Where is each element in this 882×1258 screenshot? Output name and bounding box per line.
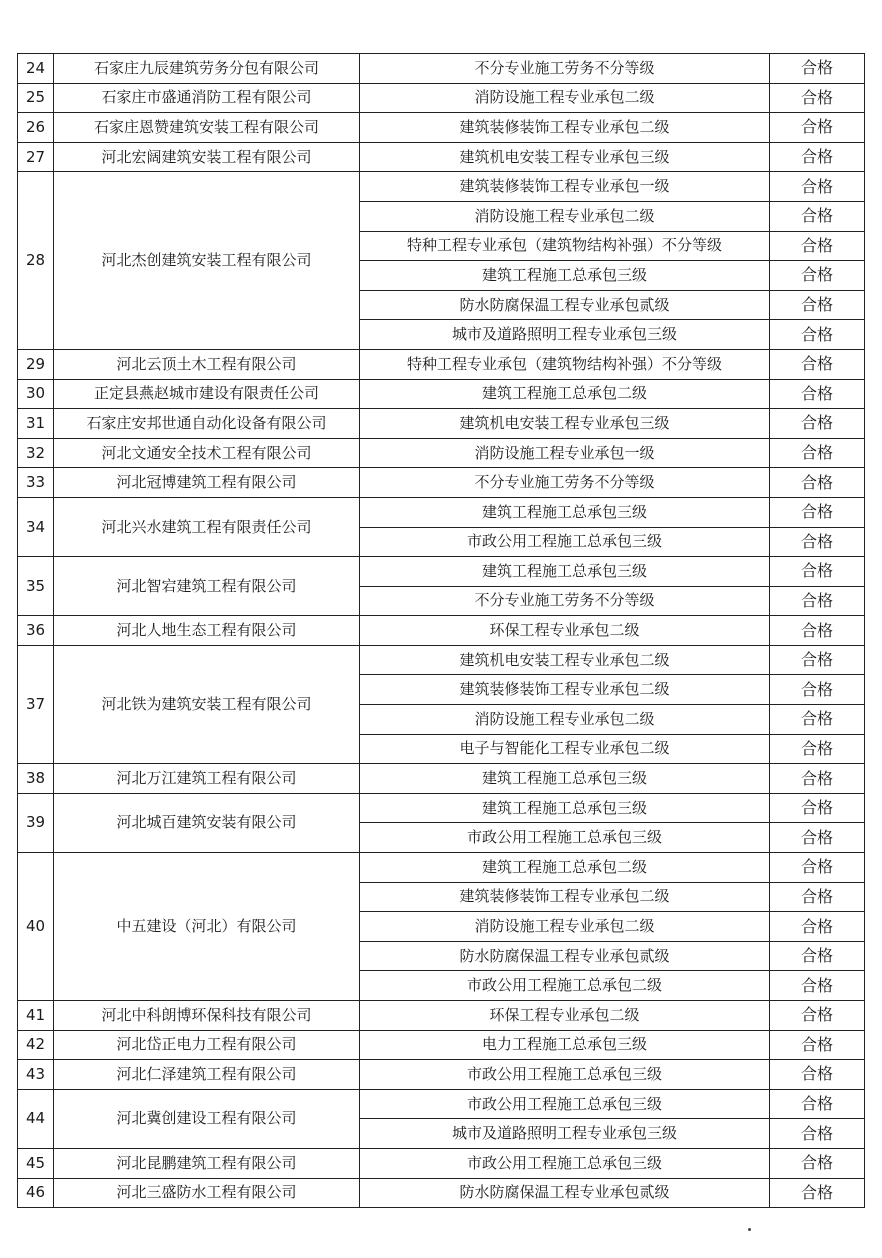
company-name: 河北智宕建筑工程有限公司 bbox=[54, 557, 360, 616]
qualification-name: 建筑装修装饰工程专业承包一级 bbox=[360, 172, 770, 202]
row-number: 38 bbox=[18, 764, 54, 794]
row-number: 30 bbox=[18, 379, 54, 409]
row-number: 31 bbox=[18, 409, 54, 439]
check-result: 合格 bbox=[770, 853, 865, 883]
row-number: 36 bbox=[18, 616, 54, 646]
company-name: 石家庄九辰建筑劳务分包有限公司 bbox=[54, 54, 360, 84]
qualification-name: 市政公用工程施工总承包三级 bbox=[360, 1089, 770, 1119]
qualification-name: 防水防腐保温工程专业承包贰级 bbox=[360, 1178, 770, 1208]
qualification-name: 环保工程专业承包二级 bbox=[360, 1001, 770, 1031]
qualification-name: 市政公用工程施工总承包三级 bbox=[360, 1060, 770, 1090]
qualification-name: 建筑装修装饰工程专业承包二级 bbox=[360, 675, 770, 705]
qualification-name: 电子与智能化工程专业承包二级 bbox=[360, 734, 770, 764]
company-name: 石家庄恩赞建筑安装工程有限公司 bbox=[54, 113, 360, 143]
check-result: 合格 bbox=[770, 379, 865, 409]
company-name: 河北昆鹏建筑工程有限公司 bbox=[54, 1148, 360, 1178]
table-row bbox=[18, 438, 865, 468]
table-row bbox=[18, 1060, 865, 1090]
table-row bbox=[18, 1030, 865, 1060]
qualification-table bbox=[17, 53, 865, 1208]
company-name: 河北冀创建设工程有限公司 bbox=[54, 1089, 360, 1148]
check-result: 合格 bbox=[770, 645, 865, 675]
check-result: 合格 bbox=[770, 823, 865, 853]
row-number: 37 bbox=[18, 645, 54, 763]
qualification-name: 建筑工程施工总承包三级 bbox=[360, 261, 770, 291]
company-name: 河北万江建筑工程有限公司 bbox=[54, 764, 360, 794]
qualification-name: 市政公用工程施工总承包三级 bbox=[360, 1148, 770, 1178]
check-result: 合格 bbox=[770, 113, 865, 143]
qualification-name: 电力工程施工总承包三级 bbox=[360, 1030, 770, 1060]
company-name: 河北仁泽建筑工程有限公司 bbox=[54, 1060, 360, 1090]
qualification-name: 消防设施工程专业承包二级 bbox=[360, 912, 770, 942]
table-row bbox=[18, 83, 865, 113]
table-row bbox=[18, 349, 865, 379]
company-name: 河北三盛防水工程有限公司 bbox=[54, 1178, 360, 1208]
check-result: 合格 bbox=[770, 912, 865, 942]
table-row bbox=[18, 379, 865, 409]
qualification-name: 建筑工程施工总承包三级 bbox=[360, 557, 770, 587]
row-number: 25 bbox=[18, 83, 54, 113]
qualification-name: 建筑机电安装工程专业承包三级 bbox=[360, 142, 770, 172]
check-result: 合格 bbox=[770, 349, 865, 379]
check-result: 合格 bbox=[770, 172, 865, 202]
check-result: 合格 bbox=[770, 705, 865, 735]
check-result: 合格 bbox=[770, 409, 865, 439]
row-number: 40 bbox=[18, 853, 54, 1001]
check-result: 合格 bbox=[770, 261, 865, 291]
qualification-name: 城市及道路照明工程专业承包三级 bbox=[360, 1119, 770, 1149]
company-name: 中五建设（河北）有限公司 bbox=[54, 853, 360, 1001]
check-result: 合格 bbox=[770, 616, 865, 646]
qualification-name: 消防设施工程专业承包二级 bbox=[360, 201, 770, 231]
qualification-name: 不分专业施工劳务不分等级 bbox=[360, 468, 770, 498]
row-number: 28 bbox=[18, 172, 54, 350]
company-name: 河北岱正电力工程有限公司 bbox=[54, 1030, 360, 1060]
table-row bbox=[18, 1089, 865, 1119]
company-name: 河北城百建筑安装有限公司 bbox=[54, 793, 360, 852]
check-result: 合格 bbox=[770, 557, 865, 587]
qualification-name: 环保工程专业承包二级 bbox=[360, 616, 770, 646]
company-name: 正定县燕赵城市建设有限责任公司 bbox=[54, 379, 360, 409]
table-row bbox=[18, 616, 865, 646]
table-row bbox=[18, 793, 865, 823]
qualification-name: 不分专业施工劳务不分等级 bbox=[360, 54, 770, 84]
row-number: 46 bbox=[18, 1178, 54, 1208]
qualification-name: 不分专业施工劳务不分等级 bbox=[360, 586, 770, 616]
table-row bbox=[18, 142, 865, 172]
qualification-name: 建筑工程施工总承包三级 bbox=[360, 764, 770, 794]
check-result: 合格 bbox=[770, 1030, 865, 1060]
row-number: 35 bbox=[18, 557, 54, 616]
check-result: 合格 bbox=[770, 54, 865, 84]
table-body bbox=[18, 54, 865, 1208]
check-result: 合格 bbox=[770, 290, 865, 320]
check-result: 合格 bbox=[770, 971, 865, 1001]
row-number: 34 bbox=[18, 497, 54, 556]
check-result: 合格 bbox=[770, 764, 865, 794]
row-number: 26 bbox=[18, 113, 54, 143]
table-row bbox=[18, 468, 865, 498]
row-number: 44 bbox=[18, 1089, 54, 1148]
company-name: 河北文通安全技术工程有限公司 bbox=[54, 438, 360, 468]
company-name: 河北人地生态工程有限公司 bbox=[54, 616, 360, 646]
qualification-name: 建筑工程施工总承包三级 bbox=[360, 793, 770, 823]
qualification-name: 消防设施工程专业承包二级 bbox=[360, 83, 770, 113]
row-number: 29 bbox=[18, 349, 54, 379]
table-row bbox=[18, 764, 865, 794]
qualification-name: 特种工程专业承包（建筑物结构补强）不分等级 bbox=[360, 349, 770, 379]
check-result: 合格 bbox=[770, 1089, 865, 1119]
qualification-name: 建筑工程施工总承包二级 bbox=[360, 853, 770, 883]
qualification-name: 建筑装修装饰工程专业承包二级 bbox=[360, 113, 770, 143]
check-result: 合格 bbox=[770, 468, 865, 498]
check-result: 合格 bbox=[770, 438, 865, 468]
qualification-name: 市政公用工程施工总承包三级 bbox=[360, 527, 770, 557]
qualification-name: 防水防腐保温工程专业承包贰级 bbox=[360, 941, 770, 971]
table-row bbox=[18, 113, 865, 143]
company-name: 河北云顶土木工程有限公司 bbox=[54, 349, 360, 379]
company-name: 河北中科朗博环保科技有限公司 bbox=[54, 1001, 360, 1031]
row-number: 45 bbox=[18, 1148, 54, 1178]
qualification-name: 建筑工程施工总承包二级 bbox=[360, 379, 770, 409]
company-name: 石家庄市盛通消防工程有限公司 bbox=[54, 83, 360, 113]
table-row bbox=[18, 54, 865, 84]
check-result: 合格 bbox=[770, 527, 865, 557]
company-name: 河北铁为建筑安装工程有限公司 bbox=[54, 645, 360, 763]
row-number: 33 bbox=[18, 468, 54, 498]
check-result: 合格 bbox=[770, 142, 865, 172]
table-row bbox=[18, 497, 865, 527]
company-name: 河北杰创建筑安装工程有限公司 bbox=[54, 172, 360, 350]
check-result: 合格 bbox=[770, 1178, 865, 1208]
qualification-name: 市政公用工程施工总承包三级 bbox=[360, 823, 770, 853]
table-row bbox=[18, 1001, 865, 1031]
table-row bbox=[18, 557, 865, 587]
row-number: 27 bbox=[18, 142, 54, 172]
qualification-name: 消防设施工程专业承包一级 bbox=[360, 438, 770, 468]
check-result: 合格 bbox=[770, 1001, 865, 1031]
qualification-name: 消防设施工程专业承包二级 bbox=[360, 705, 770, 735]
qualification-name: 防水防腐保温工程专业承包贰级 bbox=[360, 290, 770, 320]
table-row bbox=[18, 172, 865, 202]
check-result: 合格 bbox=[770, 882, 865, 912]
table-row bbox=[18, 1178, 865, 1208]
qualification-name: 市政公用工程施工总承包二级 bbox=[360, 971, 770, 1001]
table-row bbox=[18, 409, 865, 439]
check-result: 合格 bbox=[770, 201, 865, 231]
qualification-name: 建筑机电安装工程专业承包三级 bbox=[360, 409, 770, 439]
check-result: 合格 bbox=[770, 231, 865, 261]
check-result: 合格 bbox=[770, 1119, 865, 1149]
row-number: 42 bbox=[18, 1030, 54, 1060]
check-result: 合格 bbox=[770, 320, 865, 350]
check-result: 合格 bbox=[770, 83, 865, 113]
row-number: 32 bbox=[18, 438, 54, 468]
check-result: 合格 bbox=[770, 1148, 865, 1178]
check-result: 合格 bbox=[770, 675, 865, 705]
page-mark bbox=[748, 1228, 751, 1231]
qualification-name: 建筑装修装饰工程专业承包二级 bbox=[360, 882, 770, 912]
company-name: 石家庄安邦世通自动化设备有限公司 bbox=[54, 409, 360, 439]
company-name: 河北冠博建筑工程有限公司 bbox=[54, 468, 360, 498]
check-result: 合格 bbox=[770, 734, 865, 764]
table-row bbox=[18, 645, 865, 675]
check-result: 合格 bbox=[770, 793, 865, 823]
check-result: 合格 bbox=[770, 941, 865, 971]
table-row bbox=[18, 1148, 865, 1178]
check-result: 合格 bbox=[770, 586, 865, 616]
check-result: 合格 bbox=[770, 1060, 865, 1090]
company-name: 河北兴水建筑工程有限责任公司 bbox=[54, 497, 360, 556]
company-name: 河北宏阔建筑安装工程有限公司 bbox=[54, 142, 360, 172]
qualification-name: 特种工程专业承包（建筑物结构补强）不分等级 bbox=[360, 231, 770, 261]
row-number: 24 bbox=[18, 54, 54, 84]
row-number: 43 bbox=[18, 1060, 54, 1090]
row-number: 39 bbox=[18, 793, 54, 852]
qualification-name: 城市及道路照明工程专业承包三级 bbox=[360, 320, 770, 350]
table-row bbox=[18, 853, 865, 883]
row-number: 41 bbox=[18, 1001, 54, 1031]
check-result: 合格 bbox=[770, 497, 865, 527]
qualification-name: 建筑机电安装工程专业承包二级 bbox=[360, 645, 770, 675]
qualification-name: 建筑工程施工总承包三级 bbox=[360, 497, 770, 527]
